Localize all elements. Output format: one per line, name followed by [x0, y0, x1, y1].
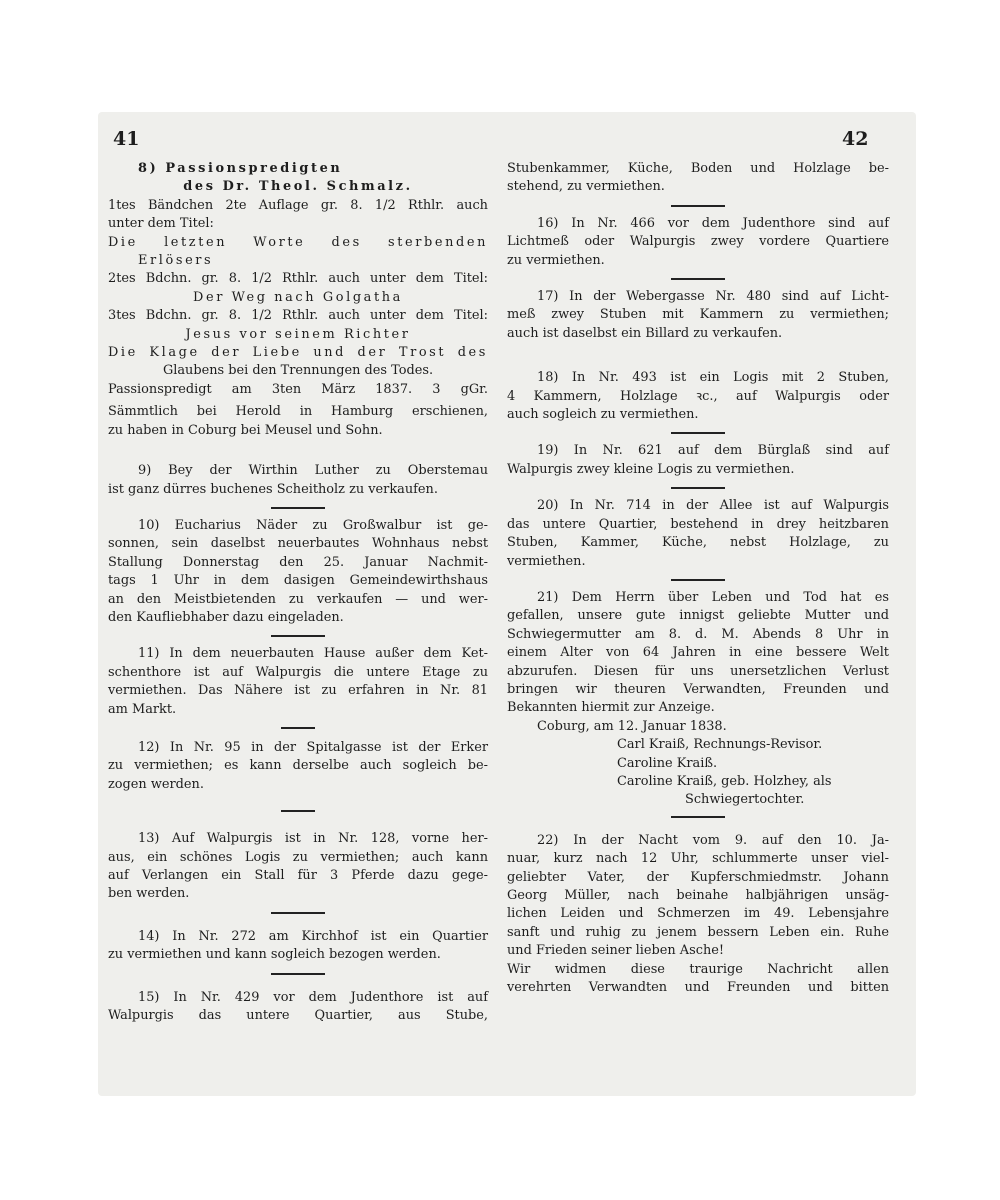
notice-18 — [507, 369, 889, 424]
notice-17-line: meß zwey Stuben mit Kammern zu vermiethen; — [507, 307, 889, 323]
notice-8-line: 3tes Bdchn. gr. 8. 1/2 Rthlr. auch unter dem Titel: — [108, 308, 488, 324]
notice-21-line: gefallen, unsere gute innigst geliebte Mutter und — [507, 608, 889, 624]
notice-10-line: tags 1 Uhr in dem dasigen Gemeindewirthshaus — [108, 573, 488, 589]
notice-13-line: 13) Auf Walpurgis ist in Nr. 128, vorne her- — [138, 831, 488, 847]
section-divider — [671, 816, 725, 818]
notice-20 — [507, 497, 889, 571]
notice-20-line: das untere Quartier, bestehend in drey heitzbaren — [507, 516, 889, 532]
notice-20-line: 20) In Nr. 714 in der Allee ist auf Walpurgis — [537, 498, 889, 514]
notice-17-line: auch ist daselbst ein Billard zu verkaufen. — [507, 325, 783, 341]
notice-21-line: einem Alter von 64 Jahren in eine bessere Welt — [507, 645, 889, 661]
notice-22-line: Wir widmen diese traurige Nachricht allen — [507, 961, 889, 977]
notice-21-line: bringen wir theuren Verwandten, Freunden und — [507, 681, 889, 697]
notice-15-line: 15) In Nr. 429 vor dem Judenthore ist auf — [138, 989, 488, 1005]
notice-21-signature: Caroline Kraiß, geb. Holzhey, als — [617, 773, 832, 789]
notice-14-line: 14) In Nr. 272 am Kirchhof ist ein Quartier — [138, 928, 488, 944]
notice-21-line: abzurufen. Diesen für uns unersetzlichen Verlust — [507, 663, 889, 679]
notice-10-line: sonnen, sein daselbst neuerbautes Wohnhaus nebst — [108, 536, 488, 552]
section-divider — [671, 579, 725, 581]
notice-8-line: 1tes Bändchen 2te Auflage gr. 8. 1/2 Rthlr. auch — [108, 197, 488, 213]
notice-16-line: Lichtmeß oder Walpurgis zwey vordere Quartiere — [507, 234, 889, 250]
notice-9 — [108, 462, 488, 499]
notice-22-line: sanft und ruhig zu jenem bessern Leben ein. Ruhe — [507, 924, 889, 940]
notice-15-line: Walpurgis das untere Quartier, aus Stube, — [108, 1008, 488, 1024]
notice-21-dateline: Coburg, am 12. Januar 1838. — [537, 718, 727, 734]
notice-8-line: Passionspredigt am 3ten März 1837. 3 gGr. — [108, 381, 488, 397]
notice-18-line: 4 Kammern, Holzlage ꝛc., auf Walpurgis oder — [507, 388, 889, 404]
notice-15-line: stehend, zu vermiethen. — [507, 179, 665, 195]
notice-10-line: an den Meistbietenden zu verkaufen — und wer- — [108, 591, 488, 607]
notice-21-line: Schwiegermutter am 8. d. M. Abends 8 Uhr in — [507, 626, 889, 642]
notice-8-line: des Dr. Theol. Schmalz. — [183, 179, 413, 195]
notice-20-line: Stuben, Kammer, Küche, nebst Holzlage, zu — [507, 535, 889, 551]
notice-11-line: vermiethen. Das Nähere ist zu erfahren in Nr. 81 — [108, 683, 488, 699]
notice-13 — [108, 830, 488, 904]
notice-8-line: Die Klage der Liebe und der Trost des — [108, 345, 488, 361]
section-divider — [671, 432, 725, 434]
notice-12-line: zogen werden. — [108, 776, 204, 792]
notice-8-line: Erlösers — [138, 253, 214, 269]
notice-13-line: auf Verlangen ein Stall für 3 Pferde dazu gege- — [108, 868, 488, 883]
page-number-left: 41 — [113, 128, 140, 150]
notice-21-line: Bekannten hiermit zur Anzeige. — [507, 700, 715, 716]
section-divider — [671, 278, 725, 280]
notice-8-line: unter dem Titel: — [108, 216, 214, 232]
notice-16-line: 16) In Nr. 466 vor dem Judenthore sind auf — [537, 215, 889, 231]
section-divider — [271, 912, 325, 914]
notice-22-line: lichen Leiden und Schmerzen im 49. Lebensjahre — [507, 906, 889, 922]
notice-8-line: Sämmtlich bei Herold in Hamburg erschienen, — [108, 404, 488, 420]
notice-13-line: aus, ein schönes Logis zu vermiethen; auch kann — [108, 849, 488, 865]
notice-22-line: 22) In der Nacht vom 9. auf den 10. Ja- — [537, 832, 889, 848]
notice-19 — [507, 442, 889, 479]
notice-11 — [108, 645, 488, 719]
notice-19-line: 19) In Nr. 621 auf dem Bürglaß sind auf — [537, 443, 889, 459]
notice-8-line: 2tes Bdchn. gr. 8. 1/2 Rthlr. auch unter dem Titel: — [108, 271, 488, 287]
notice-8-line: Jesus vor seinem Richter — [185, 326, 411, 342]
notice-14-line: zu vermiethen und kann sogleich bezogen werden. — [108, 947, 441, 963]
notice-22-line: und Frieden seiner lieben Asche! — [507, 943, 725, 959]
notice-10-line: den Kaufliebhaber dazu eingeladen. — [108, 609, 344, 625]
notice-8-line: Die letzten Worte des sterbenden — [108, 234, 488, 250]
notice-17 — [507, 288, 889, 343]
notice-21 — [507, 589, 889, 810]
notice-8-line: Der Weg nach Golgatha — [193, 289, 403, 305]
notice-8-line: zu haben in Coburg bei Meusel und Sohn. — [108, 422, 383, 438]
notice-22-line: Georg Müller, nach beinahe halbjährigen unsäg- — [507, 888, 889, 903]
left-column — [108, 160, 488, 1025]
notice-10-line: Stallung Donnerstag den 25. Januar Nachmit- — [108, 554, 488, 570]
right-column — [507, 160, 889, 997]
notice-19-line: Walpurgis zwey kleine Logis zu vermiethen. — [507, 461, 795, 477]
notice-8-line: Glaubens bei den Trennungen des Todes. — [162, 363, 434, 379]
notice-22-line: verehrten Verwandten und Freunden und bitten — [507, 980, 889, 996]
notice-14 — [108, 928, 488, 965]
notice-12 — [108, 739, 488, 794]
notice-9-line: 9) Bey der Wirthin Luther zu Oberstemau — [138, 463, 488, 479]
notice-22-line: nuar, kurz nach 12 Uhr, schlummerte unser viel- — [507, 851, 889, 867]
notice-13-line: ben werden. — [108, 886, 190, 902]
section-divider — [281, 810, 315, 812]
notice-9-line: ist ganz dürres buchenes Scheitholz zu verkaufen. — [108, 481, 438, 497]
section-divider — [271, 507, 325, 509]
notice-11-line: am Markt. — [108, 701, 177, 717]
notice-22-line: geliebter Vater, der Kupferschmiedmstr. Johann — [507, 869, 889, 885]
notice-15-line: Stubenkammer, Küche, Boden und Holzlage be- — [507, 161, 889, 176]
notice-8-line: 8) Passionspredigten — [138, 161, 343, 176]
notice-17-line: 17) In der Webergasse Nr. 480 sind auf Licht- — [537, 289, 889, 305]
notice-21-signature: Carl Kraiß, Rechnungs-Revisor. — [617, 737, 823, 753]
notice-18-line: 18) In Nr. 493 ist ein Logis mit 2 Stuben, — [537, 370, 889, 386]
notice-11-line: 11) In dem neuerbauten Hause außer dem Ket- — [138, 646, 488, 662]
section-divider — [671, 205, 725, 207]
notice-21-line: 21) Dem Herrn über Leben und Tod hat es — [537, 589, 889, 605]
notice-16 — [507, 215, 889, 270]
notice-15-continued — [507, 160, 889, 197]
notice-20-line: vermiethen. — [507, 553, 586, 569]
notice-12-line: 12) In Nr. 95 in der Spitalgasse ist der Erker — [138, 739, 488, 755]
notice-18-line: auch sogleich zu vermiethen. — [507, 407, 699, 423]
section-divider — [271, 635, 325, 637]
notice-10 — [108, 517, 488, 627]
notice-21-signature: Caroline Kraiß. — [617, 755, 718, 771]
notice-10-line: 10) Eucharius Näder zu Großwalbur ist ge- — [138, 517, 488, 533]
section-divider — [271, 973, 325, 975]
notice-11-line: schenthore ist auf Walpurgis die untere Etage zu — [108, 664, 488, 680]
section-divider — [671, 487, 725, 489]
notice-16-line: zu vermiethen. — [507, 252, 605, 268]
notice-8 — [108, 160, 488, 440]
notice-22 — [507, 832, 889, 998]
notice-15 — [108, 989, 488, 1026]
notice-12-line: zu vermiethen; es kann derselbe auch sogleich be- — [108, 758, 488, 774]
section-divider — [281, 727, 315, 729]
notice-21-signature: Schwiegertochter. — [685, 792, 805, 808]
page-number-right: 42 — [842, 128, 869, 150]
